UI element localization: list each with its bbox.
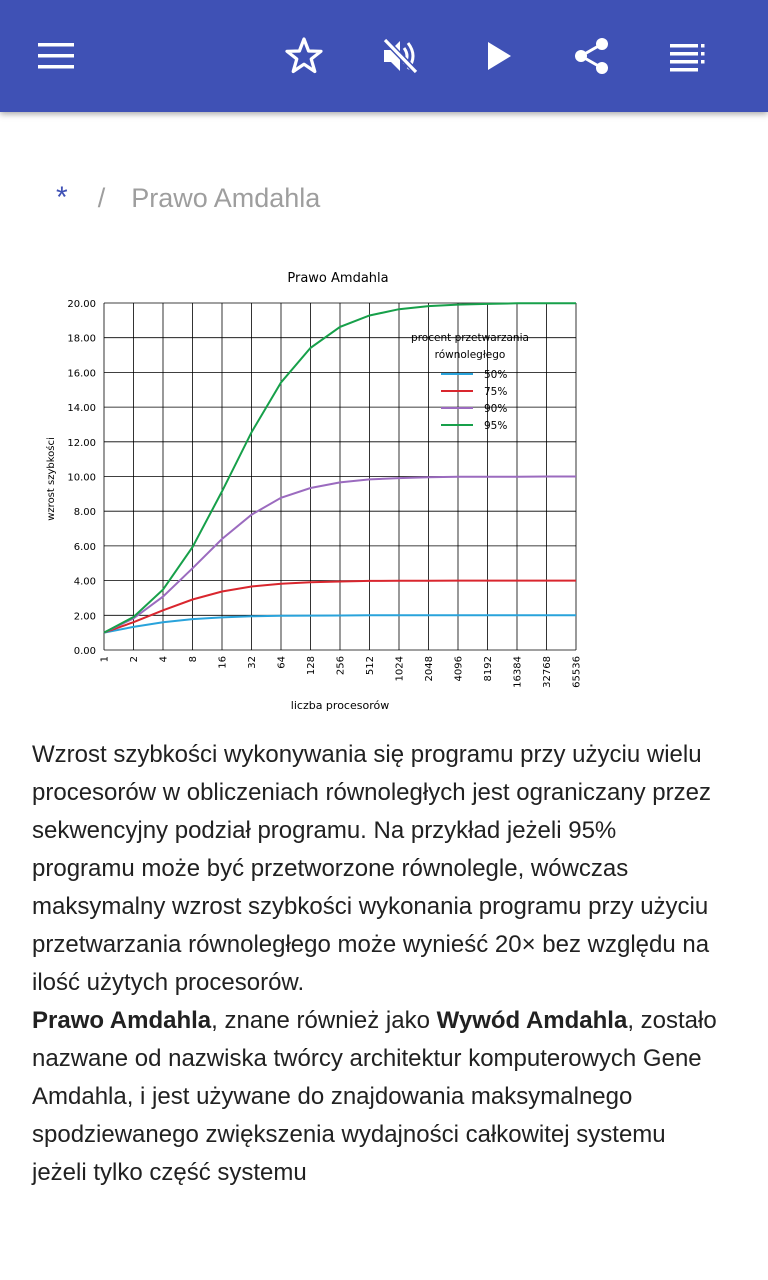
amdahl-chart [36, 262, 596, 722]
x-tick-label: 4 [158, 656, 170, 663]
bold-term: Prawo Amdahla [32, 1007, 212, 1034]
x-tick-label: 4096 [453, 656, 465, 682]
contents-button[interactable] [660, 28, 716, 84]
y-tick-label: 18.00 [67, 333, 96, 345]
volume-off-icon [380, 36, 420, 76]
amdahl-chart-svg [36, 262, 596, 722]
breadcrumb-home-link[interactable]: * [56, 181, 68, 214]
favorite-button[interactable] [276, 28, 332, 84]
hamburger-menu-icon [36, 36, 76, 76]
app-toolbar [0, 0, 768, 112]
y-tick-label: 8.00 [73, 507, 96, 519]
play-button[interactable] [470, 28, 526, 84]
y-tick-label: 6.00 [73, 541, 96, 553]
legend-entry: 90% [484, 403, 508, 415]
article-body [32, 736, 722, 1192]
legend-title: procent przetwarzania [411, 332, 529, 344]
legend-entry: 75% [484, 386, 508, 398]
y-tick-label: 2.00 [73, 611, 96, 623]
legend-entry: 50% [484, 369, 508, 381]
legend-title: równoległego [434, 349, 506, 361]
breadcrumb [56, 178, 320, 218]
x-tick-label: 16 [217, 656, 229, 669]
x-tick-label: 1 [99, 656, 111, 663]
star-outline-icon [284, 36, 324, 76]
x-axis-label: liczba procesorów [290, 699, 390, 712]
y-tick-label: 0.00 [73, 646, 96, 657]
y-tick-label: 4.00 [73, 576, 96, 588]
bold-term: Wywód Amdahla [436, 1007, 628, 1034]
article-text: , zostało nazwane od nazwiska twórcy architektur komputerowych Gene Amdahla, i jest używane do znajdowania maksymalnego spodziewanego zwiększenia wydajności całkowitej systemu jeżeli tylko część systemu [32, 1007, 717, 1186]
share-button[interactable] [564, 28, 620, 84]
mute-button[interactable] [372, 28, 428, 84]
x-tick-label: 256 [335, 656, 347, 676]
chart-title: Prawo Amdahla [287, 271, 389, 286]
x-tick-label: 128 [306, 656, 317, 676]
x-tick-label: 32 [247, 656, 258, 669]
x-tick-label: 65536 [571, 656, 583, 688]
y-tick-label: 20.00 [67, 299, 96, 310]
x-tick-label: 16384 [512, 656, 524, 688]
x-tick-label: 2 [129, 656, 140, 663]
x-tick-label: 8192 [483, 656, 494, 682]
x-tick-label: 8 [188, 656, 199, 663]
play-icon [478, 36, 518, 76]
y-axis-label: wzrost szybkości [46, 437, 57, 521]
y-tick-label: 12.00 [67, 437, 96, 449]
share-icon [572, 36, 612, 76]
y-tick-label: 14.00 [67, 403, 96, 415]
y-tick-label: 16.00 [67, 368, 96, 380]
legend-entry: 95% [484, 420, 508, 432]
x-tick-label: 512 [365, 656, 376, 676]
x-tick-label: 32768 [542, 656, 553, 688]
x-tick-label: 1024 [394, 656, 406, 682]
breadcrumb-current: Prawo Amdahla [131, 182, 321, 213]
x-tick-label: 64 [276, 656, 288, 669]
y-tick-label: 10.00 [67, 472, 96, 484]
article-text: , znane również jako [211, 1007, 437, 1034]
x-tick-label: 2048 [424, 656, 435, 682]
menu-button[interactable] [28, 28, 84, 84]
article-paragraph [32, 1002, 722, 1192]
article-paragraph: Wzrost szybkości wykonywania się programu przy użyciu wielu procesorów w obliczeniach równoległych jest ograniczany przez sekwencyjny podział programu. Na przykład jeżeli 95% programu może być przetworzone równolegle, wówczas maksymalny wzrost szybkości wykonania programu przy użyciu przetwarzania równoległego może wynieść 20× bez względu na ilość użytych procesorów. [32, 741, 711, 996]
breadcrumb-separator: / [97, 182, 106, 213]
list-icon [668, 36, 708, 76]
